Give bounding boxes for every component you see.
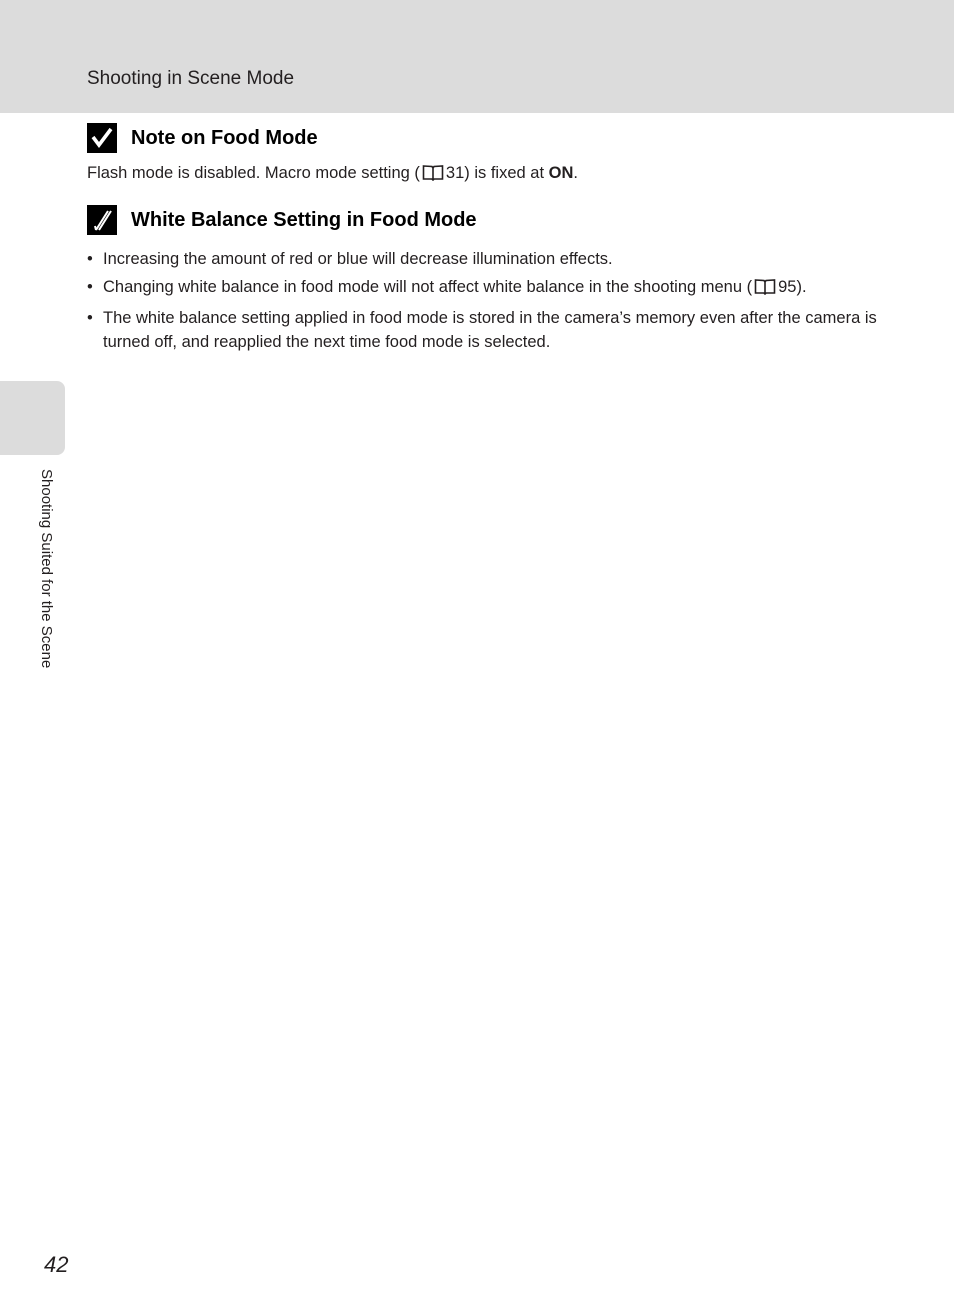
wb-bullet-list xyxy=(87,247,887,354)
list-item-text: Increasing the amount of red or blue will decrease illumination effects. xyxy=(103,250,613,268)
book-icon xyxy=(754,278,776,302)
note-text-part: Flash mode is disabled. Macro mode setting ( xyxy=(87,164,420,182)
list-item xyxy=(87,275,887,302)
note-text-part: ) is fixed at xyxy=(464,164,549,182)
side-tab-label: Shooting Suited for the Scene xyxy=(38,469,55,669)
page-number: 42 xyxy=(44,1252,69,1277)
note-title: Note on Food Mode xyxy=(131,127,318,149)
note-heading xyxy=(87,121,887,155)
book-icon xyxy=(422,164,444,188)
list-item xyxy=(87,247,887,271)
list-item-text: ). xyxy=(796,278,807,296)
wb-title: White Balance Setting in Food Mode xyxy=(131,209,477,231)
list-item-text: The white balance setting applied in food mode is stored in the camera’s memory even after the camera is turned off, and reapplied the next time food mode is selected. xyxy=(103,309,877,351)
bullet-icon: • xyxy=(87,278,93,296)
side-tab xyxy=(0,381,65,455)
wb-section xyxy=(87,203,887,358)
bullet-icon: • xyxy=(87,309,93,327)
pencil-icon xyxy=(87,205,117,235)
list-item-page-ref: 95 xyxy=(778,278,797,296)
note-bold-value: ON xyxy=(548,164,574,182)
page-header-title: Shooting in Scene Mode xyxy=(87,68,295,89)
note-text-part: . xyxy=(573,164,578,182)
note-text xyxy=(87,161,887,188)
wb-heading xyxy=(87,203,887,237)
checkmark-icon xyxy=(87,123,117,153)
list-item-text: Changing white balance in food mode will not affect white balance in the shooting menu ( xyxy=(103,278,753,296)
list-item xyxy=(87,306,887,354)
note-section xyxy=(87,121,887,188)
note-page-ref: 31 xyxy=(445,164,465,182)
bullet-icon: • xyxy=(87,250,93,268)
header-band xyxy=(0,0,954,113)
